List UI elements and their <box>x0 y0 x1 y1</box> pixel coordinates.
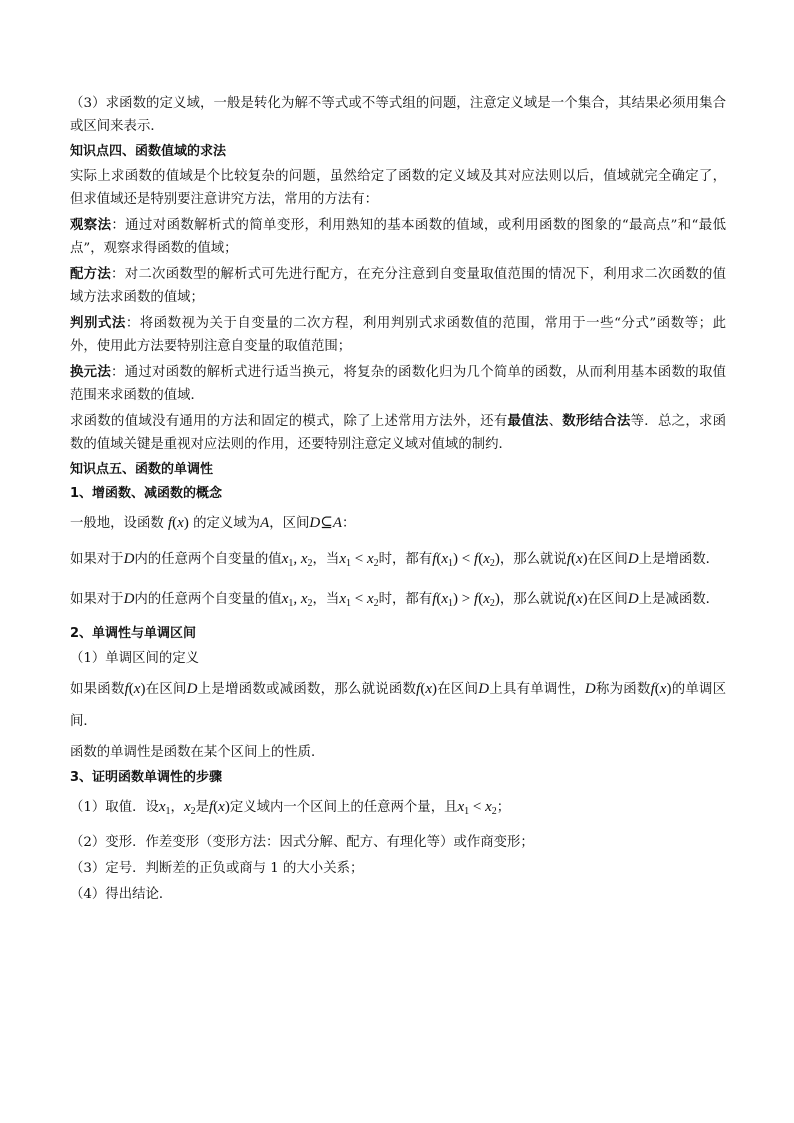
text: 等．总之，求函数的值域关键是重视对应法则的作用，还要特别注意定义域对值域的制约． <box>70 414 727 452</box>
paragraph-increasing-definition <box>70 543 726 580</box>
paragraph-monotonic-property: 函数的单调性是函数在某个区间上的性质． <box>70 745 325 760</box>
method-text: ：对二次函数型的解析式可先进行配方，在充分注意到自变量取值范围的情况下，利用求二次函数的值域方法求函数的值域； <box>70 267 727 305</box>
heading-knowledge-point-4: 知识点四、函数值域的求法 <box>70 144 227 159</box>
math: x <box>177 515 184 531</box>
method-text: ：通过对函数的解析式进行适当换元，将复杂的函数化归为几个简单的函数，从而利用基本函数的取值范围来求函数的值域． <box>70 365 727 403</box>
math-fx: f(x) <box>209 799 230 815</box>
text: 时，都有 <box>378 592 433 607</box>
text: 称为函数 <box>595 682 651 697</box>
math-x1: $x_1$ <box>158 799 171 817</box>
text: 时，都有 <box>378 552 433 567</box>
math-x2: $x_2$ <box>183 799 196 817</box>
bold-term: 最值法 <box>507 414 549 429</box>
method-lead: 配方法 <box>70 267 112 282</box>
step-2: （2）变形．作差变形（变形方法：因式分解、配方、有理化等）或作商变形； <box>70 835 534 850</box>
math-x1-lt-x2: $x_1 < x_2$ <box>457 799 497 817</box>
text: ： <box>342 516 356 531</box>
paragraph-definition <box>70 507 726 540</box>
text: ； <box>496 800 511 815</box>
text: 在区间 <box>437 682 479 697</box>
text: 内的任意两个自变量的值 <box>134 552 282 567</box>
method-lead: 换元法 <box>70 365 112 380</box>
step-1 <box>70 791 726 828</box>
math-D: D <box>478 681 490 697</box>
subheading-interval-definition: （1）单调区间的定义 <box>70 651 200 666</box>
math-fx: f <box>168 515 173 531</box>
text: （1）取值．设 <box>70 800 159 815</box>
paragraph-range-summary <box>70 410 726 456</box>
math-fx1-gt-fx2: $f(x_1) > f(x_2)$ <box>432 591 500 609</box>
subheading-proof-steps: 3、证明函数单调性的步骤 <box>70 770 223 785</box>
method-text: ：将函数视为关于自变量的二次方程，利用判别式求函数值的范围，常用于一些“分式”函数等；此外，使用此方法要特别注意自变量的取值范围； <box>70 316 726 354</box>
math-A: A <box>260 515 270 531</box>
text: 增函数． <box>665 552 720 567</box>
text: ，那么就说 <box>499 552 567 567</box>
text: ，那么就说 <box>499 592 567 607</box>
text: 的定义域为 <box>193 516 261 531</box>
method-lead: 观察法 <box>70 218 112 233</box>
text: 上是 <box>638 592 666 607</box>
math-x1-x2: $x_1$, $x_2$ <box>281 551 313 569</box>
text: 减函数． <box>665 592 720 607</box>
math-D: D <box>186 681 198 697</box>
math-A: A <box>332 515 342 531</box>
text: 的单调区间． <box>70 682 727 729</box>
math-fx: f(x) <box>566 591 588 607</box>
math-fx: f(x) <box>124 681 146 697</box>
heading-knowledge-point-5: 知识点五、函数的单调性 <box>70 462 214 477</box>
text: ，区间 <box>269 516 310 531</box>
text: 如果函数 <box>70 682 125 697</box>
math-D: D <box>627 591 639 607</box>
math-D: D <box>584 681 596 697</box>
text: 在区间 <box>145 682 187 697</box>
text: ， <box>170 800 184 815</box>
math-fx1-lt-fx2: $f(x_1) < f(x_2)$ <box>432 551 500 569</box>
subheading-monotonic-interval: 2、单调性与单调区间 <box>70 626 197 641</box>
method-completing-square <box>70 263 726 309</box>
text: 一般地，设函数 <box>70 516 164 531</box>
text: 求函数的值域没有通用的方法和固定的模式，除了上述常用方法外，还有 <box>70 414 508 429</box>
subheading-inc-dec: 1、增函数、减函数的概念 <box>70 486 223 501</box>
method-text: ：通过对函数解析式的简单变形，利用熟知的基本函数的值域，或利用函数的图象的“最高点”和“最低点”，观察求得函数的值域； <box>70 218 726 256</box>
text: 如果对于 <box>70 552 124 567</box>
math-D: D <box>309 515 321 531</box>
math: ) <box>183 515 189 531</box>
step-4: （4）得出结论． <box>70 887 173 902</box>
math-fx: f(x) <box>650 681 672 697</box>
step-3: （3）定号．判断差的正负或商与 1 的大小关系； <box>70 861 364 876</box>
text: ，当 <box>312 592 340 607</box>
math-subset: ⊆ <box>320 515 333 531</box>
method-lead: 判别式法 <box>70 316 126 331</box>
paragraph-monotonic-definition <box>70 673 726 738</box>
text: 上具有单调性， <box>489 682 585 697</box>
text: 、 <box>548 414 563 429</box>
text: 内的任意两个自变量的值 <box>134 592 282 607</box>
text: 是 <box>195 800 209 815</box>
math-x1-lt-x2: $x_1 < x_2$ <box>339 551 379 569</box>
text: ，当 <box>312 552 340 567</box>
math-D: D <box>123 591 135 607</box>
method-substitution <box>70 361 726 407</box>
text: 上是增函数或减函数，那么就说函数 <box>197 682 417 697</box>
text: 在区间 <box>587 552 628 567</box>
paragraph-range-intro: 实际上求函数的值域是个比较复杂的问题，虽然给定了函数的定义域及其对应法则以后，值域就完全确定了，但求值域还是特别要注意讲究方法，常用的方法有： <box>70 169 726 207</box>
math-fx: f(x) <box>416 681 438 697</box>
text: 在区间 <box>587 592 628 607</box>
paragraph-decreasing-definition <box>70 583 726 620</box>
math-fx: f(x) <box>566 551 588 567</box>
text: 上是 <box>638 552 666 567</box>
math-x1-lt-x2: $x_1 < x_2$ <box>339 591 379 609</box>
text: 定义域内一个区间上的任意两个量，且 <box>229 800 458 815</box>
method-observation <box>70 214 726 260</box>
document-page <box>70 92 726 909</box>
paragraph-domain-note: （3）求函数的定义域，一般是转化为解不等式或不等式组的问题，注意定义域是一个集合，其结果必须用集合或区间来表示． <box>70 96 726 134</box>
bold-term: 数形结合法 <box>562 414 631 429</box>
math-x1-x2: $x_1$, $x_2$ <box>281 591 313 609</box>
math-D: D <box>627 551 639 567</box>
text: 如果对于 <box>70 592 124 607</box>
math: ( <box>172 515 178 531</box>
method-discriminant <box>70 312 726 358</box>
math-D: D <box>123 551 135 567</box>
